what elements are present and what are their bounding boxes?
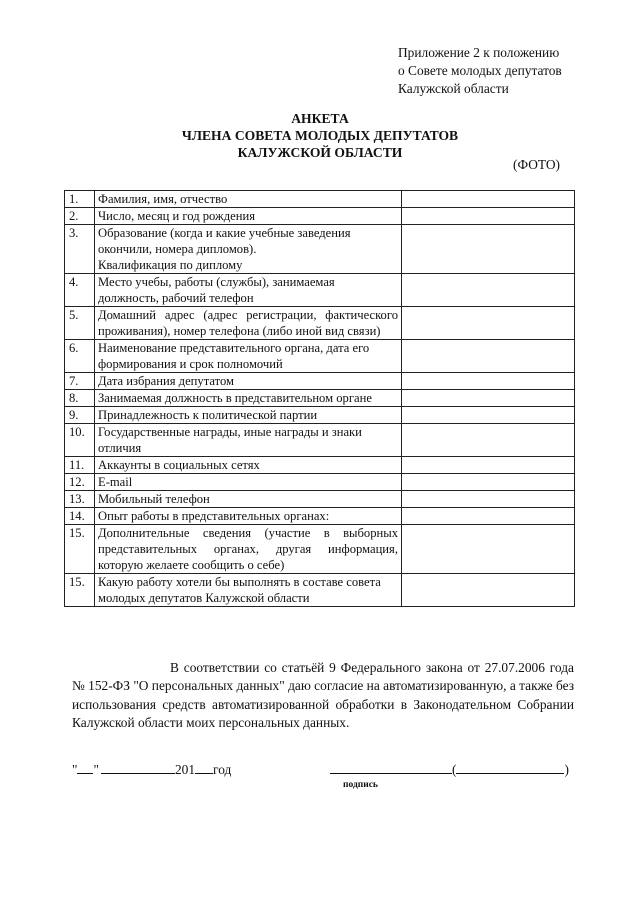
row-value-field[interactable] <box>402 424 575 457</box>
table-row <box>65 225 575 274</box>
table-row <box>65 508 575 525</box>
table-row <box>65 474 575 491</box>
photo-placeholder-label: (ФОТО) <box>513 157 561 172</box>
row-number: 11. <box>65 457 95 474</box>
row-value-field[interactable] <box>402 474 575 491</box>
row-value-field[interactable] <box>402 508 575 525</box>
row-label: Фамилия, имя, отчество <box>95 191 402 208</box>
year-suffix: год <box>213 762 232 777</box>
appendix-line-1: Приложение 2 к положению <box>398 45 560 60</box>
name-blank[interactable] <box>456 761 564 774</box>
row-number: 15. <box>65 574 95 607</box>
row-number: 6. <box>65 340 95 373</box>
row-value-field[interactable] <box>402 373 575 390</box>
row-label: Государственные награды, иные награды и знаки отличия <box>95 424 402 457</box>
signature-line <box>330 761 569 778</box>
paren-open: ( <box>452 762 457 777</box>
signature-blank[interactable] <box>330 761 452 774</box>
year-prefix: 201 <box>174 762 196 777</box>
year-blank[interactable] <box>195 761 213 774</box>
table-row <box>65 274 575 307</box>
row-value-field[interactable] <box>402 274 575 307</box>
row-label: Число, месяц и год рождения <box>95 208 402 225</box>
table-row <box>65 390 575 407</box>
row-number: 1. <box>65 191 95 208</box>
row-label: Дата избрания депутатом <box>95 373 402 390</box>
table-row <box>65 457 575 474</box>
row-value-field[interactable] <box>402 307 575 340</box>
row-number: 8. <box>65 390 95 407</box>
row-label: Дополнительные сведения (участие в выборных представительных органах, другая информация, которую желаете сообщить о себе) <box>95 525 402 574</box>
row-number: 3. <box>65 225 95 274</box>
row-label: E-mail <box>95 474 402 491</box>
appendix-note <box>398 44 628 98</box>
title-line-3: КАЛУЖСКОЙ ОБЛАСТИ <box>237 145 403 160</box>
row-value-field[interactable] <box>402 407 575 424</box>
row-value-field[interactable] <box>402 191 575 208</box>
questionnaire-table <box>64 190 575 607</box>
row-label: Какую работу хотели бы выполнять в составе совета молодых депутатов Калужской области <box>95 574 402 607</box>
table-row <box>65 373 575 390</box>
row-label: Мобильный телефон <box>95 491 402 508</box>
row-label: Опыт работы в представительных органах: <box>95 508 402 525</box>
row-value-field[interactable] <box>402 457 575 474</box>
row-value-field[interactable] <box>402 574 575 607</box>
paren-close: ) <box>564 762 569 777</box>
date-quote-close: " <box>93 762 99 777</box>
table-row <box>65 340 575 373</box>
table-row <box>65 424 575 457</box>
row-label: Домашний адрес (адрес регистрации, фактического проживания), номер телефона (либо иной вид связи) <box>95 307 402 340</box>
row-value-field[interactable] <box>402 208 575 225</box>
appendix-line-3: Калужской области <box>398 81 509 96</box>
document-title <box>0 110 640 161</box>
row-value-field[interactable] <box>402 390 575 407</box>
row-number: 5. <box>65 307 95 340</box>
title-line-1: АНКЕТА <box>291 111 349 126</box>
row-number: 2. <box>65 208 95 225</box>
row-label: Занимаемая должность в представительном органе <box>95 390 402 407</box>
row-value-field[interactable] <box>402 491 575 508</box>
table-row <box>65 208 575 225</box>
row-value-field[interactable] <box>402 525 575 574</box>
row-number: 14. <box>65 508 95 525</box>
row-number: 10. <box>65 424 95 457</box>
row-number: 4. <box>65 274 95 307</box>
consent-paragraph <box>72 659 574 733</box>
row-number: 13. <box>65 491 95 508</box>
row-number: 15. <box>65 525 95 574</box>
day-blank[interactable] <box>77 761 93 774</box>
row-label: Наименование представительного органа, дата его формирования и срок полномочий <box>95 340 402 373</box>
title-line-2: ЧЛЕНА СОВЕТА МОЛОДЫХ ДЕПУТАТОВ <box>181 128 459 143</box>
table-row <box>65 525 575 574</box>
row-value-field[interactable] <box>402 225 575 274</box>
month-blank[interactable] <box>101 761 175 774</box>
signature-caption: подпись <box>343 780 378 790</box>
appendix-line-2: о Совете молодых депутатов <box>398 63 562 78</box>
table-row <box>65 574 575 607</box>
table-row <box>65 307 575 340</box>
table-row <box>65 407 575 424</box>
row-label: Образование (когда и какие учебные заведения окончили, номера дипломов). Квалификация по диплому <box>95 225 402 274</box>
consent-text: В соответствии со статьёй 9 Федерального закона от 27.07.2006 года № 152-ФЗ "О персональных данных" даю согласие на автоматизированную, а также без использования средств автоматизированной обработки в Законодательном Собрании Калужской области моих персональных данных. <box>72 660 574 731</box>
table-row <box>65 191 575 208</box>
row-value-field[interactable] <box>402 340 575 373</box>
row-label: Аккаунты в социальных сетях <box>95 457 402 474</box>
row-number: 7. <box>65 373 95 390</box>
signature-date <box>72 761 231 778</box>
date-quote-open: " <box>72 762 78 777</box>
row-number: 12. <box>65 474 95 491</box>
row-label: Принадлежность к политической партии <box>95 407 402 424</box>
table-row <box>65 491 575 508</box>
row-label: Место учебы, работы (службы), занимаемая должность, рабочий телефон <box>95 274 402 307</box>
row-number: 9. <box>65 407 95 424</box>
